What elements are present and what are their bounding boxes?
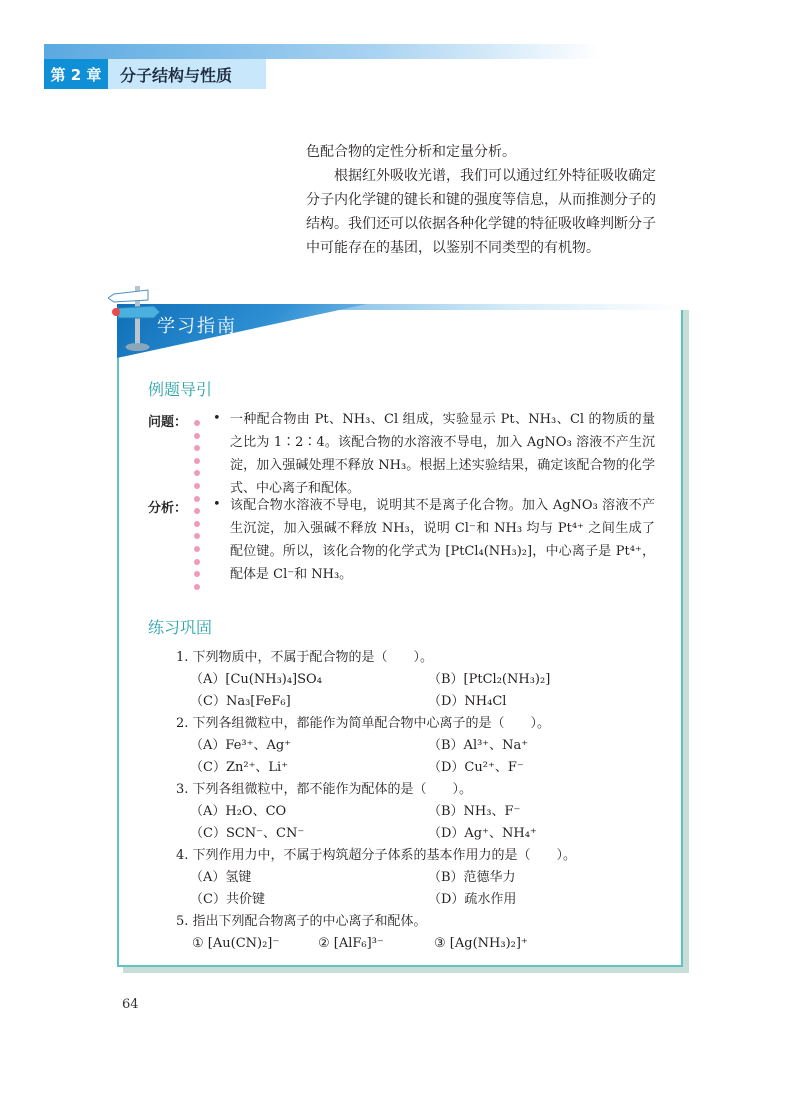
question-1-option-b: （B）[PtCl₂(NH₃)₂] [428, 672, 551, 687]
signpost-icon [108, 280, 168, 352]
intro-text [306, 140, 656, 260]
question-1-stem: 1. 下列物质中，不属于配合物的是（ ）。 [176, 650, 434, 665]
example-heading: 例题导引 [148, 380, 213, 399]
header-decor-band [44, 44, 600, 59]
analysis-text: 该配合物水溶液不导电，说明其不是离子化合物。加入 AgNO₃ 溶液不产生沉淀，加入强碱不释放 NH₃，说明 Cl⁻和 NH₃ 均与 Pt⁴⁺ 之间生成了配位键。所以，该化合物的化学式为 [PtCl₄(NH₃)₂]，中心离子是 Pt⁴⁺，配体是 Cl⁻和 NH₃。 [230, 498, 655, 582]
question-3-option-c: （C）SCN⁻、CN⁻ [190, 826, 305, 841]
chapter-title: 分子结构与性质 [108, 59, 266, 89]
question-4-option-b: （B）范德华力 [428, 870, 516, 885]
question-5-item-1: ① [Au(CN)₂]⁻ [192, 936, 280, 951]
question-3-option-b: （B）NH₃、F⁻ [428, 804, 521, 819]
question-3-option-a: （A）H₂O、CO [190, 804, 287, 819]
question-3-stem: 3. 下列各组微粒中，都不能作为配体的是（ ）。 [176, 782, 473, 797]
analysis-bullet: • [213, 497, 221, 512]
question-2-option-b: （B）Al³⁺、Na⁺ [428, 738, 529, 753]
question-1-option-c: （C）Na₃[FeF₆] [190, 694, 291, 709]
chapter-header [44, 59, 266, 89]
intro-paragraph: 根据红外吸收光谱，我们可以通过红外特征吸收确定分子内化学键的键长和键的强度等信息，从而推测分子的结构。我们还可以依据各种化学键的特征吸收峰判断分子中可能存在的基团，以鉴别不同类型的有机物。 [306, 168, 656, 256]
question-4-option-c: （C）共价键 [190, 892, 265, 907]
guide-title: 学习指南 [157, 316, 237, 337]
analysis-label: 分析： [148, 501, 188, 516]
decorative-dot-column [194, 420, 202, 596]
question-5-stem: 5. 指出下列配合物离子的中心离子和配体。 [176, 914, 427, 929]
question-4-option-d: （D）疏水作用 [428, 892, 517, 907]
question-4-stem: 4. 下列作用力中，不属于构筑超分子体系的基本作用力的是（ ）。 [176, 848, 577, 863]
question-2-option-a: （A）Fe³⁺、Ag⁺ [190, 738, 292, 753]
question-2-stem: 2. 下列各组微粒中，都能作为简单配合物中心离子的是（ ）。 [176, 716, 551, 731]
question-5-item-3: ③ [Ag(NH₃)₂]⁺ [434, 936, 528, 951]
question-1-option-d: （D）NH₄Cl [428, 694, 507, 709]
question-4-option-a: （A）氢键 [190, 870, 252, 885]
question-bullet: • [213, 411, 221, 426]
question-2-option-c: （C）Zn²⁺、Li⁺ [190, 760, 289, 775]
intro-line: 色配合物的定性分析和定量分析。 [306, 144, 516, 160]
practice-heading: 练习巩固 [148, 618, 213, 637]
question-5-item-2: ② [AlF₆]³⁻ [318, 936, 384, 951]
question-3-option-d: （D）Ag⁺、NH₄⁺ [428, 826, 537, 841]
chapter-number: 第 2 章 [44, 59, 108, 89]
question-label: 问题： [148, 415, 188, 430]
question-1-option-a: （A）[Cu(NH₃)₄]SO₄ [190, 672, 322, 687]
question-text: 一种配合物由 Pt、NH₃、Cl 组成，实验显示 Pt、NH₃、Cl 的物质的量之比为 1∶2∶4。该配合物的水溶液不导电，加入 AgNO₃ 溶液不产生沉淀，加入强碱处理不释放 NH₃。根据上述实验结果，确定该配合物的化学式、中心离子和配体。 [230, 412, 655, 496]
page-number: 64 [122, 997, 139, 1012]
question-2-option-d: （D）Cu²⁺、F⁻ [428, 760, 524, 775]
